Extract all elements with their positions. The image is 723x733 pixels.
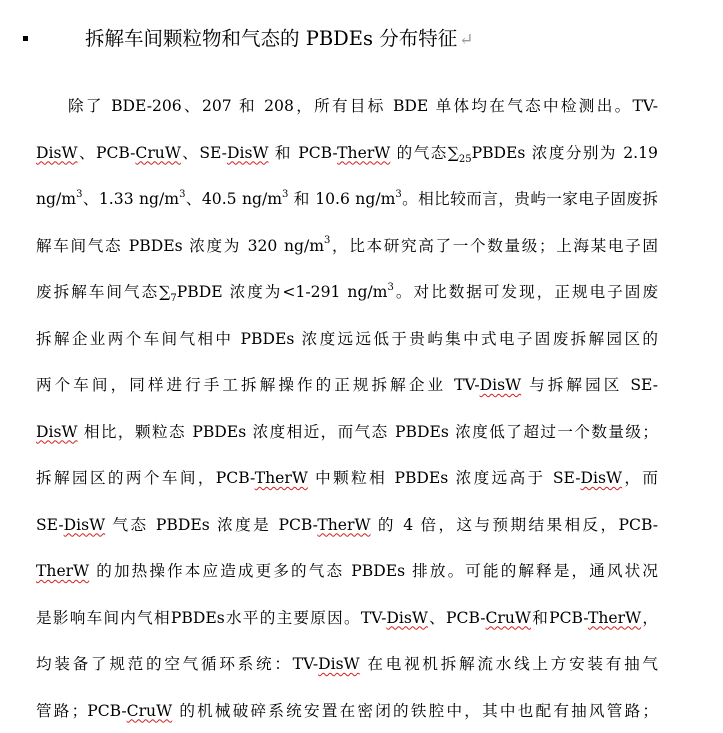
text-run: 中颗粒相 PBDEs 浓度远高于 SE- — [307, 469, 581, 487]
text-line — [36, 466, 658, 490]
text-run: 是影响车间内气相PBDEs水平的主要原因。TV- — [36, 608, 387, 627]
superscript: 3 — [76, 188, 83, 200]
text-line — [36, 141, 658, 165]
text-line — [36, 559, 658, 583]
text-run: 两个车间，同样进行手工拆解操作的正规拆解企业 TV- — [36, 376, 480, 394]
spellcheck-word: CruW — [126, 701, 173, 720]
text-run: 和 10.6 ng/m — [288, 190, 396, 208]
superscript: 3 — [324, 235, 331, 247]
spellcheck-word: TherW — [317, 515, 371, 534]
spellcheck-word: DisW — [63, 515, 106, 534]
spellcheck-word: TherW — [36, 562, 90, 580]
text-line — [36, 187, 658, 211]
text-run: 。对比数据可发现，正规电子固废 — [393, 283, 658, 301]
spellcheck-word: CruW — [135, 143, 181, 162]
superscript: 3 — [179, 188, 186, 200]
text-run: SE- — [36, 515, 64, 534]
spellcheck-word: TherW — [337, 143, 391, 162]
paragraph-mark-icon: ↵ — [459, 30, 474, 50]
text-line — [36, 327, 658, 351]
text-line — [36, 652, 658, 676]
text-run: 、1.33 ng/m — [82, 190, 180, 208]
text-line — [36, 420, 658, 444]
text-line — [36, 513, 658, 537]
text-line — [36, 234, 658, 258]
section-heading — [85, 24, 473, 55]
text-run: 的加热操作本应造成更多的气态 PBDEs 排放。可能的解释是，通风状况 — [89, 562, 658, 580]
bullet-marker — [23, 36, 28, 41]
text-run: 和PCB- — [530, 608, 588, 627]
text-run: 相比，颗粒态 PBDEs 浓度相近，而气态 PBDEs 浓度低了超过一个数量级； — [77, 422, 658, 441]
text-run: 拆解企业两个车间气相中 PBDEs 浓度远远低于贵屿集中式电子固废拆解园区的 — [36, 329, 658, 348]
spellcheck-word: DisW — [36, 422, 78, 441]
text-run: 气态 PBDEs 浓度是 PCB- — [105, 515, 318, 534]
spellcheck-word: TherW — [254, 469, 308, 487]
text-run: PBDEs 浓度分别为 2.19 — [471, 143, 658, 162]
text-run: ，而 — [622, 469, 658, 487]
subscript: 7 — [170, 293, 177, 305]
text-run: ， — [641, 608, 658, 627]
text-run: 废拆解车间气态∑ — [36, 283, 171, 301]
text-run: 的 4 倍，这与预期结果相反，PCB- — [370, 515, 658, 534]
text-run: 均装备了规范的空气循环系统：TV- — [36, 655, 319, 673]
text-line — [36, 606, 658, 630]
spellcheck-word: CruW — [485, 608, 531, 627]
superscript: 3 — [282, 188, 289, 200]
text-run: 的机械破碎系统安置在密闭的铁腔中，其中也配有抽风管路； — [172, 701, 658, 720]
text-run: 。相比较而言，贵屿一家电子固废拆 — [401, 190, 658, 208]
text-run: 、PCB- — [427, 608, 486, 627]
text-line — [36, 373, 658, 397]
text-run: 、SE- — [180, 143, 227, 162]
text-run: 、PCB- — [77, 143, 136, 162]
text-run: 与拆解园区 SE- — [521, 376, 658, 394]
spellcheck-word: DisW — [479, 376, 522, 394]
text-run: 除了 BDE-206、207 和 208，所有目标 BDE 单体均在气态中检测出。TV- — [68, 97, 658, 115]
text-run: ，比本研究高了一个数量级；上海某电子固 — [330, 236, 658, 255]
superscript: 3 — [387, 281, 394, 293]
superscript: 3 — [395, 188, 402, 200]
text-run: ng/m — [36, 190, 77, 208]
heading-text: 拆解车间颗粒物和气态的 PBDEs 分布特征 — [85, 27, 458, 50]
text-line — [36, 699, 658, 723]
text-run: 在电视机拆解流水线上方安装有抽气 — [359, 655, 658, 673]
spellcheck-word: TherW — [587, 608, 642, 627]
text-run: 管路；PCB- — [36, 701, 127, 720]
text-run: 和 PCB- — [268, 143, 338, 162]
text-run: 拆解园区的两个车间，PCB- — [36, 469, 255, 487]
spellcheck-word: DisW — [226, 143, 269, 162]
text-line — [36, 280, 658, 304]
text-run: 解车间气态 PBDEs 浓度为 320 ng/m — [36, 236, 325, 255]
text-run: 的气态∑ — [390, 143, 459, 162]
text-run: PBDE 浓度为<1-291 ng/m — [176, 283, 388, 301]
spellcheck-word: DisW — [580, 469, 623, 487]
spellcheck-word: DisW — [36, 143, 78, 162]
subscript: 25 — [458, 153, 472, 165]
text-line — [68, 94, 658, 118]
spellcheck-word: DisW — [318, 655, 360, 673]
spellcheck-word: DisW — [386, 608, 428, 627]
text-run: 、40.5 ng/m — [185, 190, 283, 208]
